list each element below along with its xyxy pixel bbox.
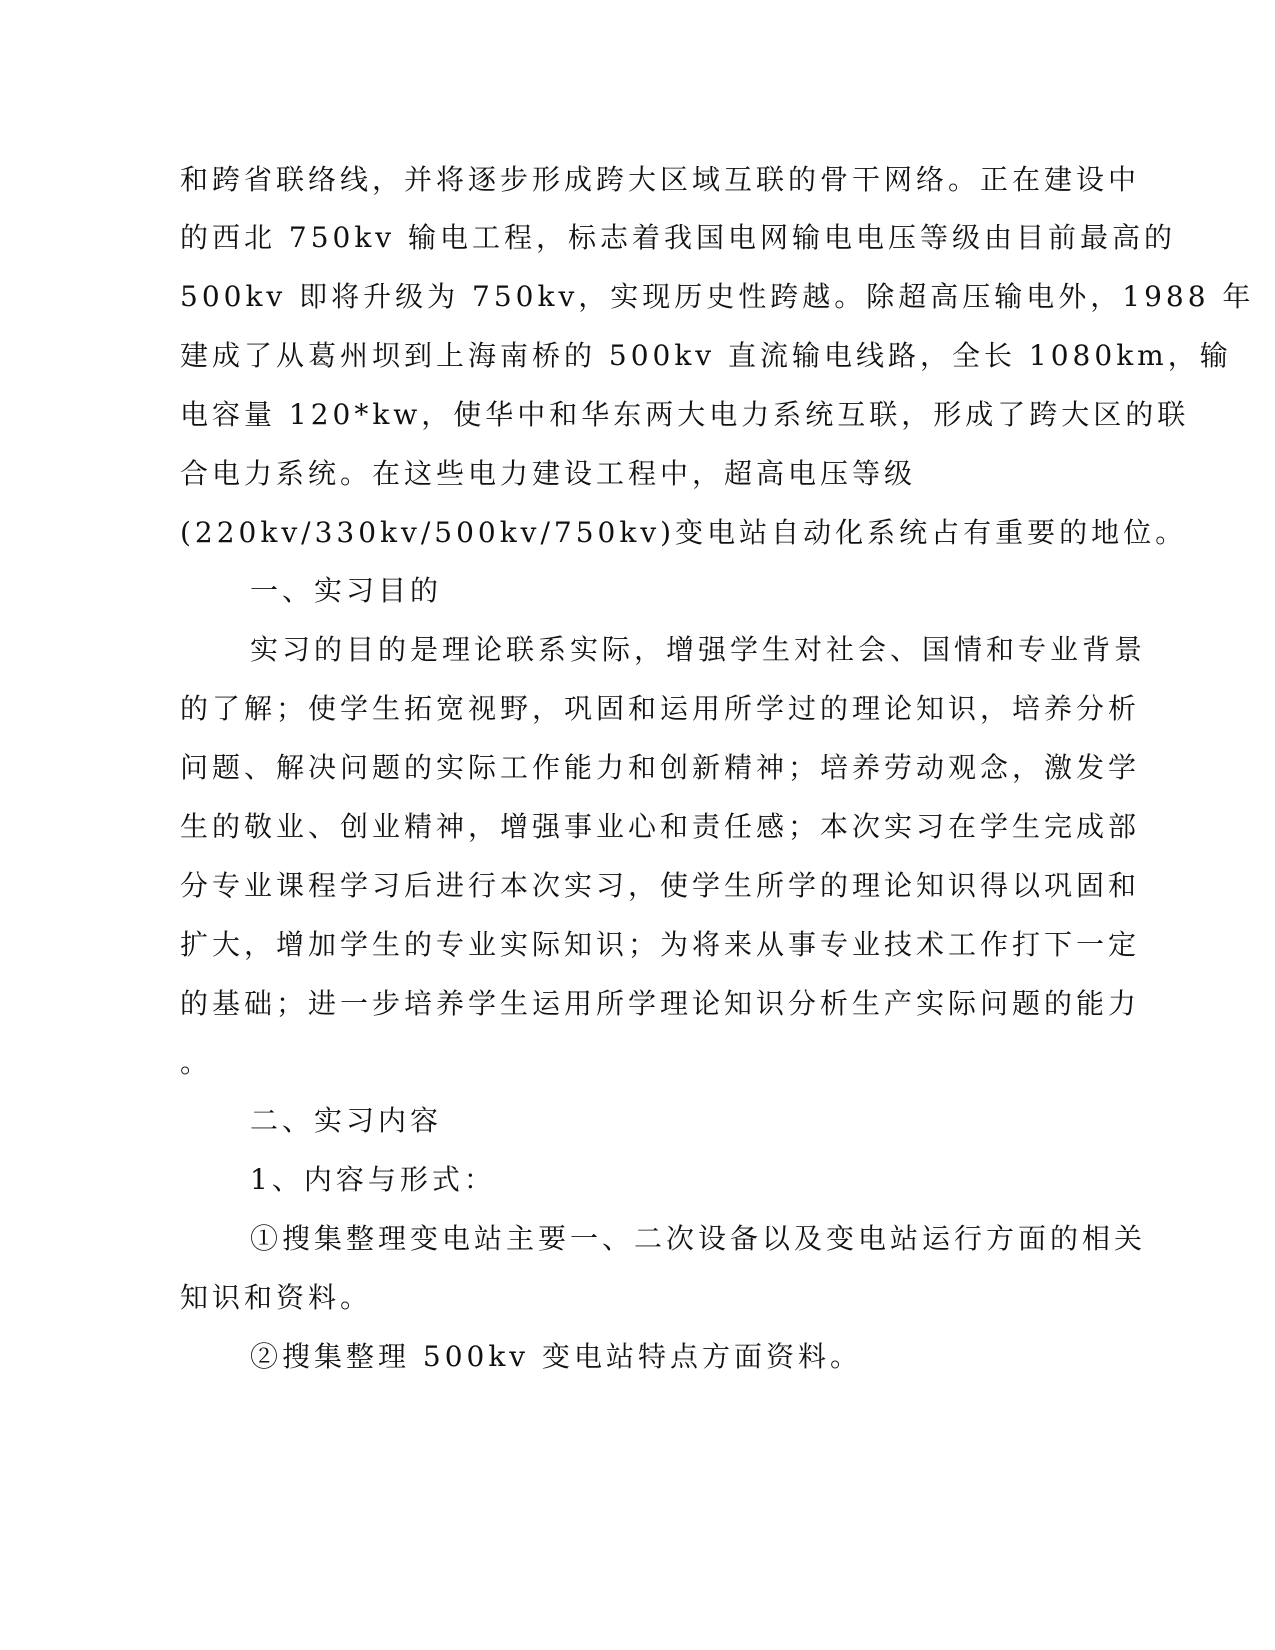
body-text-line: 500kv 即将升级为 750kv，实现历史性跨越。除超高压输电外，1988 年 xyxy=(180,280,1255,313)
body-text-line: 合电力系统。在这些电力建设工程中，超高电压等级 xyxy=(180,457,917,490)
body-text-line: 实习的目的是理论联系实际，增强学生对社会、国情和专业背景 xyxy=(250,633,1147,666)
body-text-line: 建成了从葛州坝到上海南桥的 500kv 直流输电线路，全长 1080km，输 xyxy=(180,339,1232,372)
section-heading-content: 二、实习内容 xyxy=(250,1104,443,1137)
body-text-line: 和跨省联络线，并将逐步形成跨大区域互联的骨干网络。正在建设中 xyxy=(180,163,1141,196)
body-text-line: 的基础；进一步培养学生运用所学理论知识分析生产实际问题的能力 xyxy=(180,987,1141,1020)
body-text-line: 扩大，增加学生的专业实际知识；为将来从事专业技术工作打下一定 xyxy=(180,928,1141,961)
body-text-line: 问题、解决问题的实际工作能力和创新精神；培养劳动观念，激发学 xyxy=(180,751,1141,784)
body-text-line: 电容量 120*kw，使华中和华东两大电力系统互联，形成了跨大区的联 xyxy=(180,398,1190,431)
body-text-line: 分专业课程学习后进行本次实习，使学生所学的理论知识得以巩固和 xyxy=(180,869,1141,902)
subsection-heading: 1、内容与形式： xyxy=(250,1163,496,1196)
list-item: ①搜集整理变电站主要一、二次设备以及变电站运行方面的相关 xyxy=(250,1222,1147,1255)
list-item-continuation: 知识和资料。 xyxy=(180,1281,373,1314)
body-text-line: 。 xyxy=(180,1046,213,1079)
body-text-line: 的西北 750kv 输电工程，标志着我国电网输电电压等级由目前最高的 xyxy=(180,221,1177,254)
body-text-line: (220kv/330kv/500kv/750kv)变电站自动化系统占有重要的地位。 xyxy=(180,516,1188,549)
body-text-line: 的了解；使学生拓宽视野，巩固和运用所学过的理论知识，培养分析 xyxy=(180,692,1141,725)
body-text-line: 生的敬业、创业精神，增强事业心和责任感；本次实习在学生完成部 xyxy=(180,810,1141,843)
list-item: ②搜集整理 500kv 变电站特点方面资料。 xyxy=(250,1340,863,1373)
section-heading-purpose: 一、实习目的 xyxy=(250,574,443,607)
